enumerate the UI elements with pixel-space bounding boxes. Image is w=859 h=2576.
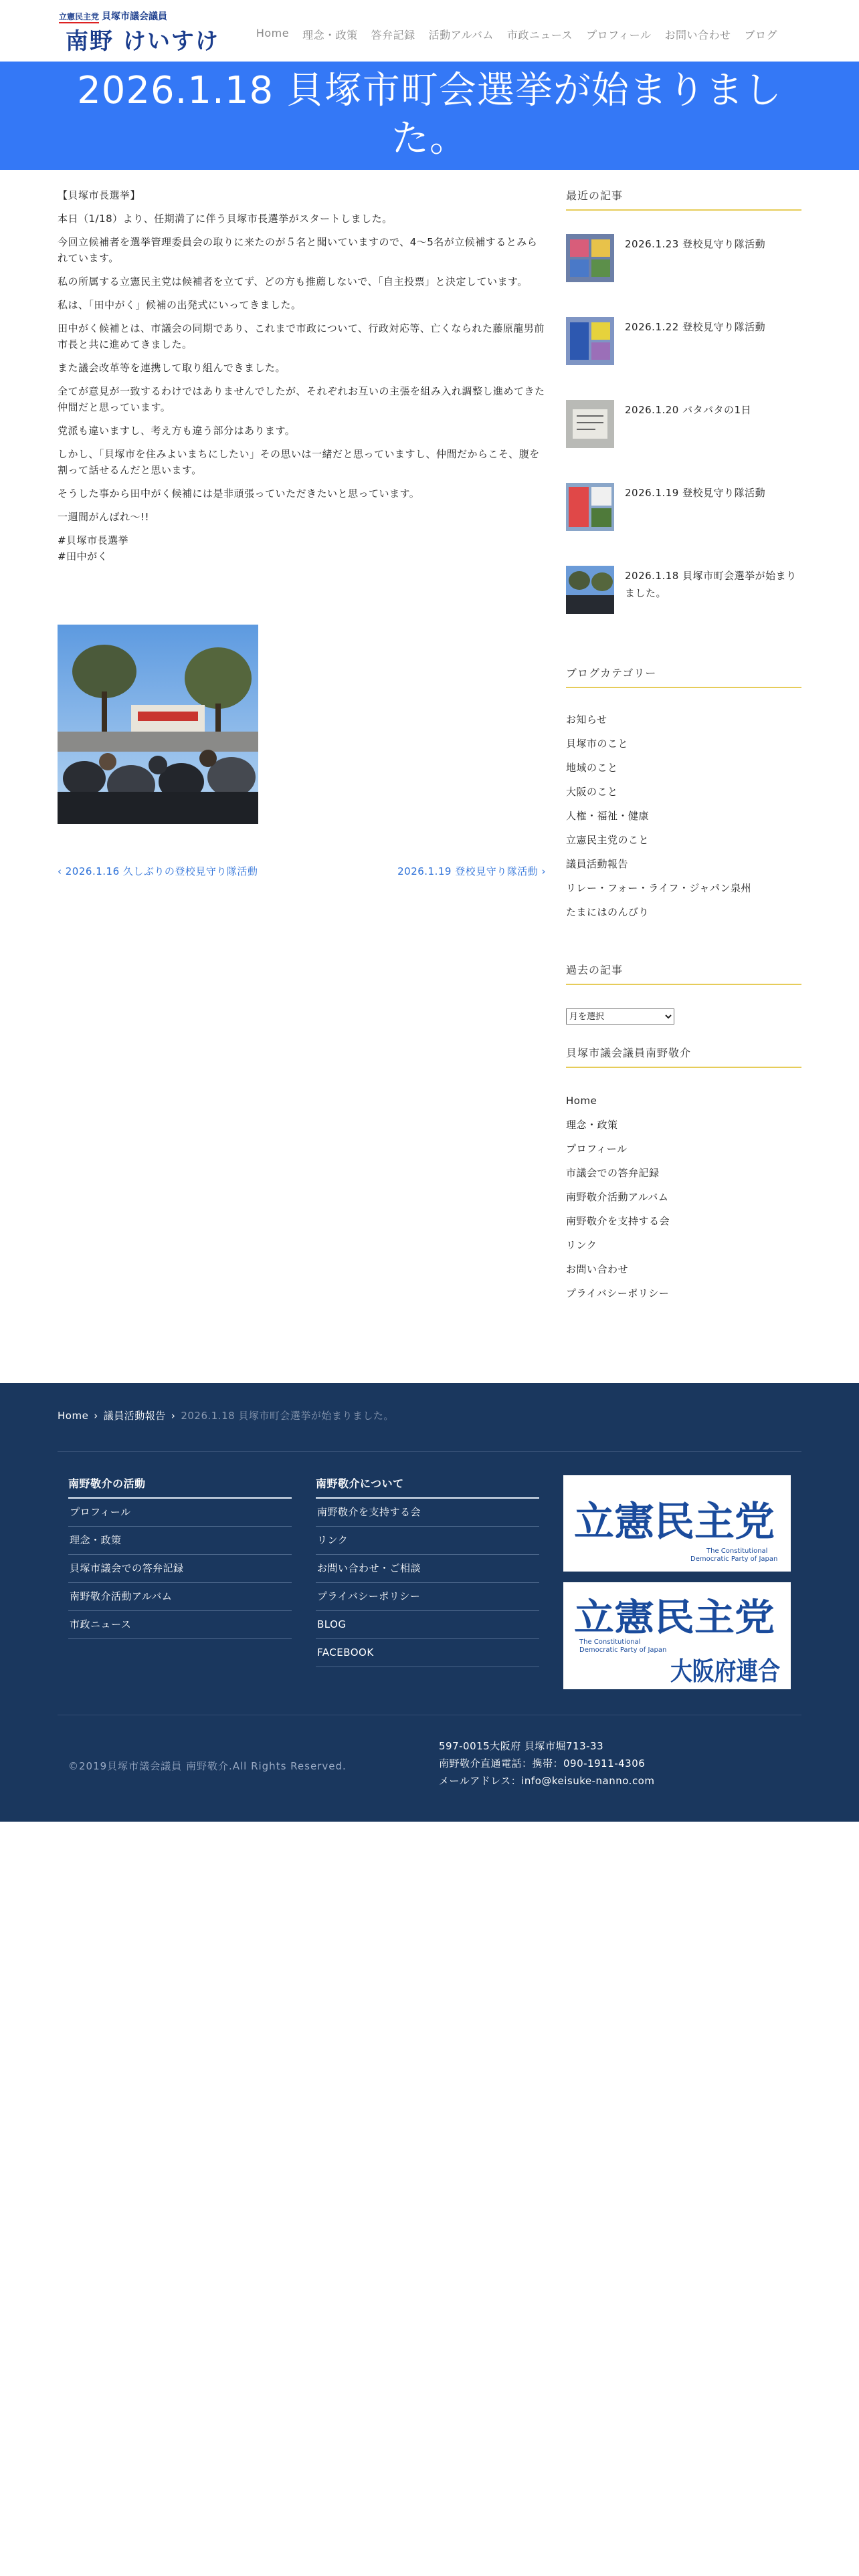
footer-link[interactable]: 貝塚市議会での答弁記録	[68, 1555, 292, 1583]
contact-address: 597-0015大阪府 貝塚市堀713-33	[439, 1740, 604, 1752]
next-post-link[interactable]: 2026.1.19 登校見守り隊活動 ›	[397, 865, 546, 877]
article-paragraph: 田中がく候補とは、市議会の同期であり、これまで市政について、行政対応等、亡くなられた藤原龍男前市長と共に進めてきました。	[58, 322, 545, 350]
cdp-logo-text: 立憲民主党	[574, 1499, 775, 1545]
recent-post-title[interactable]: 2026.1.22 登校見守り隊活動	[625, 321, 766, 333]
nav-policy[interactable]: 理念・政策	[302, 29, 358, 41]
prev-post-link[interactable]: ‹ 2026.1.16 久しぶりの登校見守り隊活動	[58, 865, 258, 877]
site-footer	[0, 1383, 859, 1822]
article-paragraph: 【貝塚市長選挙】	[58, 189, 141, 201]
footer-col-title: 南野敬介の活動	[68, 1475, 292, 1499]
category-item[interactable]: 貝塚市のこと	[566, 738, 629, 750]
article-paragraph: しかし、「貝塚市を住みよいまちにしたい」その思いは一緒だと思っていますし、仲間だからこそ、腹を割って話せるんだと思います。	[58, 448, 540, 476]
footer-link[interactable]: プロフィール	[68, 1499, 292, 1527]
footer-col-title: 南野敬介について	[316, 1475, 539, 1499]
category-item[interactable]: 人権・福祉・健康	[566, 810, 650, 822]
recent-post-title[interactable]: 2026.1.18 貝塚市町会選挙が始まりました。	[625, 570, 797, 599]
category-item[interactable]: 地域のこと	[566, 762, 618, 774]
category-item[interactable]: 大阪のこと	[566, 786, 618, 798]
logo-role: 貝塚市議会議員	[102, 11, 168, 22]
footer-divider	[58, 1451, 801, 1452]
recent-post-thumbnail[interactable]	[566, 566, 614, 614]
post-navigation	[58, 864, 546, 880]
recent-post-item[interactable]	[566, 483, 801, 536]
category-title: ブログカテゴリー	[566, 665, 801, 688]
cdp-logo-en2: Democratic Party of Japan	[690, 1555, 778, 1563]
hashtag: #貝塚市長選挙	[58, 534, 129, 546]
category-item[interactable]: たまにはのんびり	[566, 906, 650, 918]
recent-post-item[interactable]	[566, 566, 801, 619]
nav-news[interactable]: 市政ニュース	[506, 29, 573, 41]
breadcrumb-home[interactable]: Home	[58, 1410, 89, 1422]
footer-link[interactable]: お問い合わせ・ご相談	[316, 1555, 539, 1583]
profile-link[interactable]: 南野敬介を支持する会	[566, 1215, 670, 1227]
recent-post-thumbnail[interactable]	[566, 317, 614, 365]
thumbnail-image	[566, 566, 614, 614]
profile-link[interactable]: 理念・政策	[566, 1119, 618, 1131]
recent-posts-title: 最近の記事	[566, 187, 801, 211]
article-paragraph: 一週間がんばれ〜!!	[58, 511, 150, 523]
cdp-osaka-logo	[563, 1582, 791, 1689]
nav-contact[interactable]: お問い合わせ	[664, 29, 731, 41]
nav-profile[interactable]: プロフィール	[586, 29, 652, 41]
chevron-right-icon: ›	[94, 1410, 98, 1422]
page-title: 2026.1.18 貝塚市町会選挙が始まりました。	[77, 69, 782, 160]
site-header	[0, 0, 859, 62]
category-item[interactable]: リレー・フォー・ライフ・ジャパン泉州	[566, 882, 752, 894]
article-paragraph: 本日（1/18）より、任期満了に伴う貝塚市長選挙がスタートしました。	[58, 213, 393, 225]
category-item[interactable]: 議員活動報告	[566, 858, 629, 870]
cdp-logo-en1: The Constitutional	[706, 1547, 768, 1555]
contact-email[interactable]: メールアドレス：info@keisuke-nanno.com	[439, 1775, 655, 1787]
recent-post-item[interactable]	[566, 234, 801, 288]
site-logo[interactable]	[59, 9, 219, 55]
logo-name: 南野 けいすけ	[66, 28, 219, 55]
footer-link[interactable]: 理念・政策	[68, 1527, 292, 1555]
title-banner	[0, 62, 859, 170]
contact-info	[439, 1737, 654, 1790]
breadcrumb-category[interactable]: 議員活動報告	[103, 1410, 166, 1422]
recent-post-thumbnail[interactable]	[566, 400, 614, 448]
category-item[interactable]: お知らせ	[566, 714, 607, 726]
thumbnail-image	[566, 483, 614, 531]
archive-title: 過去の記事	[566, 962, 801, 985]
footer-link[interactable]: FACEBOOK	[316, 1639, 539, 1667]
profile-link-list	[566, 1089, 801, 1305]
thumbnail-image	[566, 234, 614, 282]
nav-album[interactable]: 活動アルバム	[428, 29, 494, 41]
recent-post-title[interactable]: 2026.1.23 登校見守り隊活動	[625, 238, 766, 250]
footer-col-activities	[68, 1475, 292, 1639]
event-photo-image	[58, 625, 258, 824]
breadcrumb	[58, 1408, 394, 1422]
logo-party: 立憲民主党	[59, 11, 99, 23]
recent-post-thumbnail[interactable]	[566, 483, 614, 531]
chevron-right-icon: ›	[171, 1410, 176, 1422]
nav-home[interactable]: Home	[256, 27, 290, 39]
nav-blog[interactable]: ブログ	[744, 29, 777, 41]
cdp-logo-banner[interactable]	[563, 1475, 791, 1572]
cdp-osaka-logo-text: 立憲民主党	[574, 1596, 775, 1640]
profile-link[interactable]: 市議会での答弁記録	[566, 1167, 660, 1179]
category-item[interactable]: 立憲民主党のこと	[566, 834, 650, 846]
cdp-osaka-logo-en1: The Constitutional	[579, 1638, 641, 1646]
copyright: ©2019貝塚市議会議員 南野敬介.All Rights Reserved.	[68, 1760, 347, 1772]
article-paragraph: 私は、「田中がく」候補の出発式にいってきました。	[58, 299, 302, 311]
breadcrumb-current: 2026.1.18 貝塚市町会選挙が始まりました。	[181, 1410, 394, 1422]
footer-link[interactable]: BLOG	[316, 1611, 539, 1639]
footer-link[interactable]: 南野敬介を支持する会	[316, 1499, 539, 1527]
article-photo	[58, 625, 258, 824]
article-body	[58, 187, 546, 572]
footer-link[interactable]: 南野敬介活動アルバム	[68, 1583, 292, 1611]
cdp-osaka-logo-banner[interactable]	[563, 1582, 791, 1689]
category-list	[566, 708, 801, 924]
article-paragraph: また議会改革等を連携して取り組んできました。	[58, 362, 286, 374]
profile-link[interactable]: 南野敬介活動アルバム	[566, 1191, 669, 1203]
logo-subtitle	[59, 9, 167, 23]
article-paragraph: 全てが意見が一致するわけではありませんでしたが、それぞれお互いの主張を組み入れ調整し進めてきた仲間だと思っています。	[58, 385, 545, 413]
profile-title: 貝塚市議会議員南野敬介	[566, 1045, 801, 1068]
cdp-logo	[563, 1475, 791, 1572]
contact-phone: 南野敬介直通電話：携帯：090-1911-4306	[439, 1757, 646, 1769]
hashtag: #田中がく	[58, 550, 108, 562]
profile-link[interactable]: お問い合わせ	[566, 1263, 629, 1275]
thumbnail-image	[566, 400, 614, 448]
global-nav	[250, 27, 784, 42]
recent-post-item[interactable]	[566, 400, 801, 453]
archive-month-select[interactable]	[566, 1008, 674, 1025]
recent-post-item[interactable]	[566, 317, 801, 370]
profile-link[interactable]: プライバシーポリシー	[566, 1287, 670, 1299]
footer-link[interactable]: 市政ニュース	[68, 1611, 292, 1639]
profile-link[interactable]: Home	[566, 1095, 597, 1107]
article-paragraph: そうした事から田中がく候補には是非頑張っていただきたいと思っています。	[58, 488, 420, 500]
article-paragraph: 今回立候補者を選挙管理委員会の取りに来たのが５名と聞いていますので、4〜5名が立候補するとみられています。	[58, 236, 538, 264]
nav-answers[interactable]: 答弁記録	[371, 29, 415, 41]
thumbnail-image	[566, 317, 614, 365]
recent-post-title[interactable]: 2026.1.20 バタバタの1日	[625, 404, 752, 416]
cdp-osaka-logo-en2: Democratic Party of Japan	[579, 1646, 667, 1654]
recent-post-title[interactable]: 2026.1.19 登校見守り隊活動	[625, 487, 766, 499]
article-paragraph: 党派も違いますし、考え方も違う部分はあります。	[58, 425, 296, 437]
footer-link[interactable]: プライバシーポリシー	[316, 1583, 539, 1611]
profile-link[interactable]: リンク	[566, 1239, 597, 1251]
footer-link[interactable]: リンク	[316, 1527, 539, 1555]
footer-col-about	[316, 1475, 539, 1667]
recent-post-thumbnail[interactable]	[566, 234, 614, 282]
profile-link[interactable]: プロフィール	[566, 1143, 628, 1155]
article-paragraph: 私の所属する立憲民主党は候補者を立てず、どの方も推薦しないで、「自主投票」と決定しています。	[58, 276, 528, 288]
cdp-osaka-logo-sub: 大阪府連合	[670, 1656, 780, 1686]
